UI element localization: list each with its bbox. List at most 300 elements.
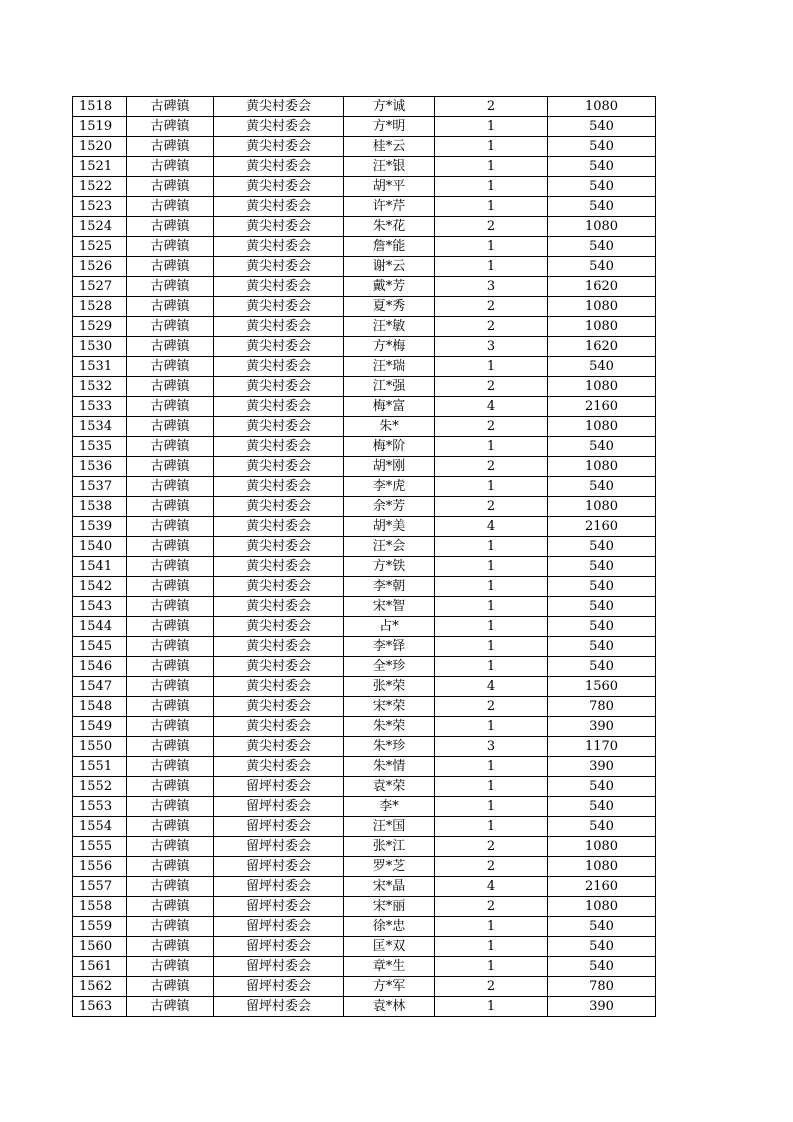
table-row [73, 817, 656, 837]
name-cell: 宋*晶 [344, 877, 435, 897]
table-row [73, 877, 656, 897]
town-cell: 古碑镇 [127, 337, 214, 357]
amount-cell: 2160 [548, 877, 656, 897]
village-cell: 留坪村委会 [214, 837, 344, 857]
table-row [73, 357, 656, 377]
table-row [73, 497, 656, 517]
village-cell: 留坪村委会 [214, 977, 344, 997]
town-cell: 古碑镇 [127, 237, 214, 257]
village-cell: 黄尖村委会 [214, 557, 344, 577]
amount-cell: 540 [548, 197, 656, 217]
table-row [73, 377, 656, 397]
row-number: 1542 [73, 577, 127, 597]
amount-cell: 540 [548, 137, 656, 157]
count-cell: 1 [435, 137, 548, 157]
row-number: 1521 [73, 157, 127, 177]
amount-cell: 390 [548, 717, 656, 737]
amount-cell: 540 [548, 657, 656, 677]
amount-cell: 1080 [548, 417, 656, 437]
row-number: 1540 [73, 537, 127, 557]
row-number: 1550 [73, 737, 127, 757]
count-cell: 1 [435, 957, 548, 977]
table-row [73, 617, 656, 637]
count-cell: 1 [435, 237, 548, 257]
name-cell: 梅*富 [344, 397, 435, 417]
amount-cell: 390 [548, 757, 656, 777]
village-cell: 黄尖村委会 [214, 137, 344, 157]
row-number: 1538 [73, 497, 127, 517]
row-number: 1531 [73, 357, 127, 377]
count-cell: 2 [435, 457, 548, 477]
village-cell: 黄尖村委会 [214, 737, 344, 757]
row-number: 1528 [73, 297, 127, 317]
count-cell: 4 [435, 397, 548, 417]
name-cell: 李*虎 [344, 477, 435, 497]
town-cell: 古碑镇 [127, 297, 214, 317]
town-cell: 古碑镇 [127, 677, 214, 697]
name-cell: 方*梅 [344, 337, 435, 357]
amount-cell: 1080 [548, 897, 656, 917]
amount-cell: 540 [548, 237, 656, 257]
count-cell: 1 [435, 717, 548, 737]
row-number: 1532 [73, 377, 127, 397]
town-cell: 古碑镇 [127, 377, 214, 397]
village-cell: 黄尖村委会 [214, 357, 344, 377]
count-cell: 2 [435, 837, 548, 857]
town-cell: 古碑镇 [127, 637, 214, 657]
village-cell: 黄尖村委会 [214, 477, 344, 497]
town-cell: 古碑镇 [127, 797, 214, 817]
village-cell: 留坪村委会 [214, 777, 344, 797]
name-cell: 余*芳 [344, 497, 435, 517]
count-cell: 1 [435, 197, 548, 217]
town-cell: 古碑镇 [127, 597, 214, 617]
town-cell: 古碑镇 [127, 477, 214, 497]
town-cell: 古碑镇 [127, 537, 214, 557]
village-cell: 黄尖村委会 [214, 617, 344, 637]
amount-cell: 540 [548, 917, 656, 937]
count-cell: 1 [435, 757, 548, 777]
town-cell: 古碑镇 [127, 517, 214, 537]
table-row [73, 97, 656, 117]
count-cell: 1 [435, 617, 548, 637]
subsidy-table [72, 96, 656, 1017]
town-cell: 古碑镇 [127, 177, 214, 197]
name-cell: 胡*平 [344, 177, 435, 197]
row-number: 1563 [73, 997, 127, 1017]
village-cell: 黄尖村委会 [214, 197, 344, 217]
row-number: 1520 [73, 137, 127, 157]
row-number: 1554 [73, 817, 127, 837]
town-cell: 古碑镇 [127, 777, 214, 797]
row-number: 1556 [73, 857, 127, 877]
table-row [73, 697, 656, 717]
amount-cell: 540 [548, 617, 656, 637]
table-row [73, 597, 656, 617]
town-cell: 古碑镇 [127, 657, 214, 677]
amount-cell: 540 [548, 177, 656, 197]
town-cell: 古碑镇 [127, 757, 214, 777]
table-row [73, 997, 656, 1017]
village-cell: 黄尖村委会 [214, 757, 344, 777]
amount-cell: 1080 [548, 217, 656, 237]
table-row [73, 317, 656, 337]
amount-cell: 540 [548, 357, 656, 377]
table-row [73, 177, 656, 197]
town-cell: 古碑镇 [127, 137, 214, 157]
town-cell: 古碑镇 [127, 917, 214, 937]
table-row [73, 837, 656, 857]
town-cell: 古碑镇 [127, 317, 214, 337]
name-cell: 夏*秀 [344, 297, 435, 317]
row-number: 1543 [73, 597, 127, 617]
village-cell: 黄尖村委会 [214, 297, 344, 317]
row-number: 1551 [73, 757, 127, 777]
amount-cell: 1620 [548, 277, 656, 297]
village-cell: 留坪村委会 [214, 897, 344, 917]
table-row [73, 117, 656, 137]
count-cell: 1 [435, 937, 548, 957]
count-cell: 2 [435, 317, 548, 337]
name-cell: 朱* [344, 417, 435, 437]
amount-cell: 1080 [548, 857, 656, 877]
row-number: 1545 [73, 637, 127, 657]
amount-cell: 540 [548, 797, 656, 817]
count-cell: 2 [435, 857, 548, 877]
table-row [73, 477, 656, 497]
row-number: 1549 [73, 717, 127, 737]
village-cell: 黄尖村委会 [214, 257, 344, 277]
table-row [73, 297, 656, 317]
table-row [73, 917, 656, 937]
town-cell: 古碑镇 [127, 557, 214, 577]
village-cell: 黄尖村委会 [214, 597, 344, 617]
count-cell: 1 [435, 657, 548, 677]
table-row [73, 777, 656, 797]
town-cell: 古碑镇 [127, 437, 214, 457]
town-cell: 古碑镇 [127, 457, 214, 477]
name-cell: 江*强 [344, 377, 435, 397]
village-cell: 黄尖村委会 [214, 377, 344, 397]
row-number: 1552 [73, 777, 127, 797]
name-cell: 宋*荣 [344, 697, 435, 717]
town-cell: 古碑镇 [127, 817, 214, 837]
village-cell: 留坪村委会 [214, 937, 344, 957]
name-cell: 许*芹 [344, 197, 435, 217]
name-cell: 桂*云 [344, 137, 435, 157]
count-cell: 1 [435, 597, 548, 617]
amount-cell: 540 [548, 117, 656, 137]
row-number: 1534 [73, 417, 127, 437]
town-cell: 古碑镇 [127, 417, 214, 437]
village-cell: 黄尖村委会 [214, 637, 344, 657]
table-body [73, 97, 656, 1017]
count-cell: 4 [435, 517, 548, 537]
town-cell: 古碑镇 [127, 97, 214, 117]
table-row [73, 677, 656, 697]
village-cell: 黄尖村委会 [214, 717, 344, 737]
row-number: 1518 [73, 97, 127, 117]
amount-cell: 1170 [548, 737, 656, 757]
name-cell: 全*珍 [344, 657, 435, 677]
village-cell: 黄尖村委会 [214, 217, 344, 237]
table-row [73, 857, 656, 877]
name-cell: 詹*能 [344, 237, 435, 257]
village-cell: 黄尖村委会 [214, 337, 344, 357]
count-cell: 2 [435, 97, 548, 117]
amount-cell: 540 [548, 957, 656, 977]
name-cell: 朱*花 [344, 217, 435, 237]
village-cell: 黄尖村委会 [214, 277, 344, 297]
row-number: 1535 [73, 437, 127, 457]
table-row [73, 337, 656, 357]
name-cell: 汪*国 [344, 817, 435, 837]
table-row [73, 257, 656, 277]
count-cell: 1 [435, 817, 548, 837]
town-cell: 古碑镇 [127, 397, 214, 417]
row-number: 1525 [73, 237, 127, 257]
name-cell: 汪*会 [344, 537, 435, 557]
amount-cell: 540 [548, 557, 656, 577]
town-cell: 古碑镇 [127, 717, 214, 737]
village-cell: 留坪村委会 [214, 797, 344, 817]
village-cell: 黄尖村委会 [214, 497, 344, 517]
village-cell: 黄尖村委会 [214, 697, 344, 717]
count-cell: 1 [435, 177, 548, 197]
count-cell: 1 [435, 477, 548, 497]
name-cell: 徐*忠 [344, 917, 435, 937]
row-number: 1519 [73, 117, 127, 137]
row-number: 1544 [73, 617, 127, 637]
name-cell: 汪*银 [344, 157, 435, 177]
name-cell: 袁*林 [344, 997, 435, 1017]
table-row [73, 637, 656, 657]
name-cell: 宋*智 [344, 597, 435, 617]
count-cell: 2 [435, 377, 548, 397]
amount-cell: 390 [548, 997, 656, 1017]
table-row [73, 977, 656, 997]
name-cell: 梅*阶 [344, 437, 435, 457]
table-row [73, 137, 656, 157]
village-cell: 黄尖村委会 [214, 517, 344, 537]
amount-cell: 780 [548, 697, 656, 717]
amount-cell: 540 [548, 637, 656, 657]
count-cell: 1 [435, 997, 548, 1017]
town-cell: 古碑镇 [127, 937, 214, 957]
table-row [73, 197, 656, 217]
town-cell: 古碑镇 [127, 997, 214, 1017]
village-cell: 黄尖村委会 [214, 317, 344, 337]
row-number: 1553 [73, 797, 127, 817]
count-cell: 1 [435, 777, 548, 797]
table-row [73, 577, 656, 597]
table-row [73, 157, 656, 177]
village-cell: 黄尖村委会 [214, 657, 344, 677]
row-number: 1527 [73, 277, 127, 297]
village-cell: 黄尖村委会 [214, 417, 344, 437]
name-cell: 胡*刚 [344, 457, 435, 477]
table-row [73, 457, 656, 477]
count-cell: 1 [435, 437, 548, 457]
table-row [73, 937, 656, 957]
amount-cell: 540 [548, 257, 656, 277]
name-cell: 汪*瑞 [344, 357, 435, 377]
table-row [73, 537, 656, 557]
amount-cell: 540 [548, 437, 656, 457]
village-cell: 黄尖村委会 [214, 457, 344, 477]
village-cell: 黄尖村委会 [214, 437, 344, 457]
count-cell: 2 [435, 417, 548, 437]
village-cell: 黄尖村委会 [214, 677, 344, 697]
count-cell: 1 [435, 917, 548, 937]
town-cell: 古碑镇 [127, 157, 214, 177]
name-cell: 方*铁 [344, 557, 435, 577]
village-cell: 黄尖村委会 [214, 177, 344, 197]
name-cell: 胡*美 [344, 517, 435, 537]
count-cell: 2 [435, 697, 548, 717]
amount-cell: 1080 [548, 297, 656, 317]
town-cell: 古碑镇 [127, 837, 214, 857]
row-number: 1524 [73, 217, 127, 237]
amount-cell: 1620 [548, 337, 656, 357]
amount-cell: 540 [548, 157, 656, 177]
village-cell: 留坪村委会 [214, 877, 344, 897]
table-row [73, 797, 656, 817]
name-cell: 袁*荣 [344, 777, 435, 797]
count-cell: 2 [435, 217, 548, 237]
row-number: 1558 [73, 897, 127, 917]
count-cell: 1 [435, 557, 548, 577]
town-cell: 古碑镇 [127, 197, 214, 217]
row-number: 1548 [73, 697, 127, 717]
name-cell: 朱*珍 [344, 737, 435, 757]
amount-cell: 1080 [548, 497, 656, 517]
amount-cell: 1080 [548, 97, 656, 117]
town-cell: 古碑镇 [127, 277, 214, 297]
table-row [73, 737, 656, 757]
table-row [73, 757, 656, 777]
village-cell: 黄尖村委会 [214, 397, 344, 417]
row-number: 1560 [73, 937, 127, 957]
count-cell: 3 [435, 737, 548, 757]
village-cell: 黄尖村委会 [214, 117, 344, 137]
count-cell: 1 [435, 577, 548, 597]
town-cell: 古碑镇 [127, 217, 214, 237]
row-number: 1562 [73, 977, 127, 997]
row-number: 1547 [73, 677, 127, 697]
count-cell: 1 [435, 117, 548, 137]
town-cell: 古碑镇 [127, 857, 214, 877]
name-cell: 张*荣 [344, 677, 435, 697]
town-cell: 古碑镇 [127, 117, 214, 137]
town-cell: 古碑镇 [127, 977, 214, 997]
count-cell: 1 [435, 357, 548, 377]
count-cell: 2 [435, 977, 548, 997]
row-number: 1561 [73, 957, 127, 977]
town-cell: 古碑镇 [127, 877, 214, 897]
row-number: 1557 [73, 877, 127, 897]
row-number: 1523 [73, 197, 127, 217]
row-number: 1529 [73, 317, 127, 337]
amount-cell: 540 [548, 597, 656, 617]
table-row [73, 237, 656, 257]
village-cell: 黄尖村委会 [214, 237, 344, 257]
count-cell: 3 [435, 337, 548, 357]
name-cell: 张*江 [344, 837, 435, 857]
count-cell: 2 [435, 297, 548, 317]
name-cell: 李*铎 [344, 637, 435, 657]
name-cell: 李*朝 [344, 577, 435, 597]
table-row [73, 397, 656, 417]
count-cell: 3 [435, 277, 548, 297]
town-cell: 古碑镇 [127, 957, 214, 977]
row-number: 1541 [73, 557, 127, 577]
village-cell: 留坪村委会 [214, 917, 344, 937]
amount-cell: 540 [548, 537, 656, 557]
row-number: 1533 [73, 397, 127, 417]
row-number: 1526 [73, 257, 127, 277]
row-number: 1522 [73, 177, 127, 197]
amount-cell: 1080 [548, 377, 656, 397]
table-row [73, 417, 656, 437]
name-cell: 宋*丽 [344, 897, 435, 917]
row-number: 1546 [73, 657, 127, 677]
town-cell: 古碑镇 [127, 497, 214, 517]
town-cell: 古碑镇 [127, 897, 214, 917]
amount-cell: 2160 [548, 397, 656, 417]
count-cell: 1 [435, 537, 548, 557]
row-number: 1559 [73, 917, 127, 937]
count-cell: 1 [435, 797, 548, 817]
table-row [73, 277, 656, 297]
village-cell: 留坪村委会 [214, 957, 344, 977]
table-row [73, 557, 656, 577]
row-number: 1530 [73, 337, 127, 357]
amount-cell: 1080 [548, 457, 656, 477]
village-cell: 留坪村委会 [214, 997, 344, 1017]
amount-cell: 1560 [548, 677, 656, 697]
table-row [73, 217, 656, 237]
village-cell: 黄尖村委会 [214, 577, 344, 597]
count-cell: 1 [435, 637, 548, 657]
village-cell: 黄尖村委会 [214, 537, 344, 557]
amount-cell: 2160 [548, 517, 656, 537]
name-cell: 汪*敏 [344, 317, 435, 337]
town-cell: 古碑镇 [127, 617, 214, 637]
amount-cell: 540 [548, 477, 656, 497]
town-cell: 古碑镇 [127, 577, 214, 597]
row-number: 1536 [73, 457, 127, 477]
name-cell: 匡*双 [344, 937, 435, 957]
town-cell: 古碑镇 [127, 737, 214, 757]
town-cell: 古碑镇 [127, 697, 214, 717]
village-cell: 留坪村委会 [214, 857, 344, 877]
amount-cell: 540 [548, 937, 656, 957]
name-cell: 谢*云 [344, 257, 435, 277]
name-cell: 李* [344, 797, 435, 817]
village-cell: 黄尖村委会 [214, 157, 344, 177]
amount-cell: 1080 [548, 317, 656, 337]
amount-cell: 540 [548, 817, 656, 837]
town-cell: 古碑镇 [127, 357, 214, 377]
row-number: 1537 [73, 477, 127, 497]
name-cell: 章*生 [344, 957, 435, 977]
name-cell: 方*军 [344, 977, 435, 997]
name-cell: 朱*情 [344, 757, 435, 777]
table-row [73, 437, 656, 457]
name-cell: 罗*芝 [344, 857, 435, 877]
table-row [73, 657, 656, 677]
